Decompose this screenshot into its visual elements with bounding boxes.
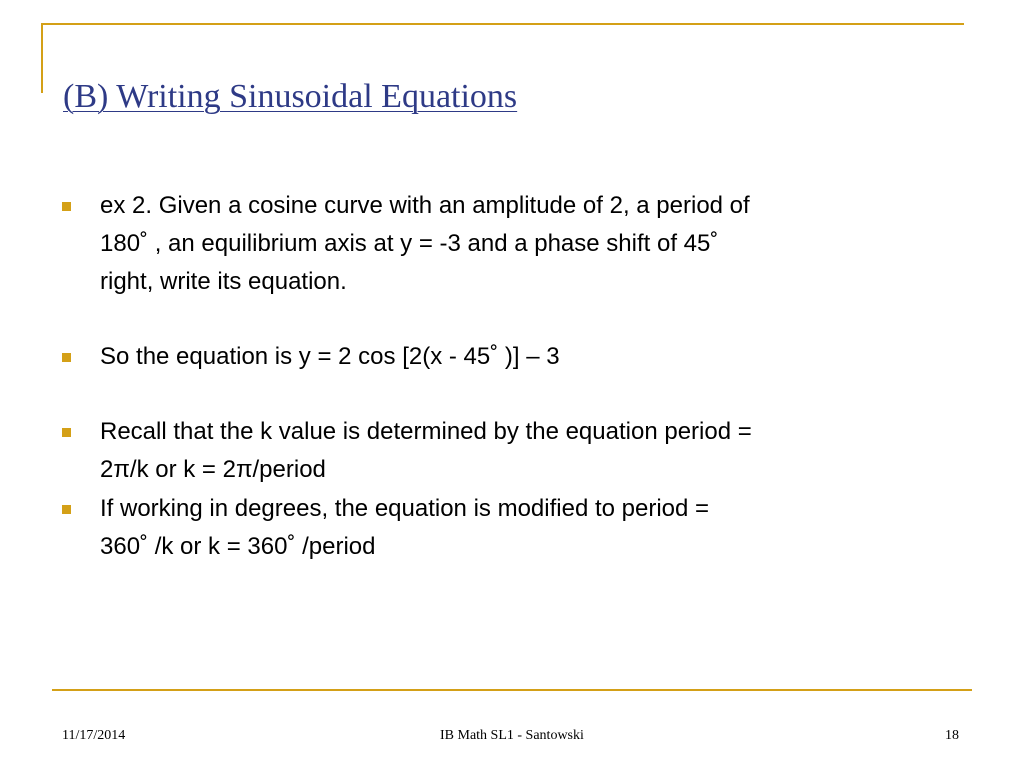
bullet-text-line: 2π/k or k = 2π/period	[100, 456, 326, 483]
bullet-item-example	[62, 187, 942, 301]
bullet-item-equation	[62, 338, 942, 376]
bullet-item-degrees	[62, 490, 942, 566]
footer-date: 11/17/2014	[62, 728, 126, 743]
frame-top-line	[43, 23, 964, 25]
bullet-text-line: Recall that the k value is determined by the equation period =	[100, 418, 752, 445]
footer-page-number: 18	[945, 728, 959, 743]
bullet-square-icon	[62, 353, 71, 362]
bullet-text-line: 180˚ , an equilibrium axis at y = -3 and a phase shift of 45˚	[100, 230, 719, 257]
bullet-text-line: So the equation is y = 2 cos [2(x - 45˚ )] – 3	[100, 343, 560, 370]
bullet-square-icon	[62, 428, 71, 437]
bullet-list	[62, 187, 942, 566]
slide-title: (B) Writing Sinusoidal Equations	[63, 78, 518, 115]
bullet-text-line: If working in degrees, the equation is modified to period =	[100, 495, 710, 522]
bullet-square-icon	[62, 202, 71, 211]
bullet-text-line: ex 2. Given a cosine curve with an amplitude of 2, a period of	[100, 192, 750, 219]
bullet-text-line: 360˚ /k or k = 360˚ /period	[100, 533, 376, 560]
bullet-text-line: right, write its equation.	[100, 268, 347, 295]
frame-bottom-line	[52, 689, 972, 691]
frame-left-line	[41, 23, 43, 93]
bullet-item-k-value	[62, 413, 942, 489]
bullet-square-icon	[62, 505, 71, 514]
footer-course: IB Math SL1 - Santowski	[440, 728, 584, 743]
